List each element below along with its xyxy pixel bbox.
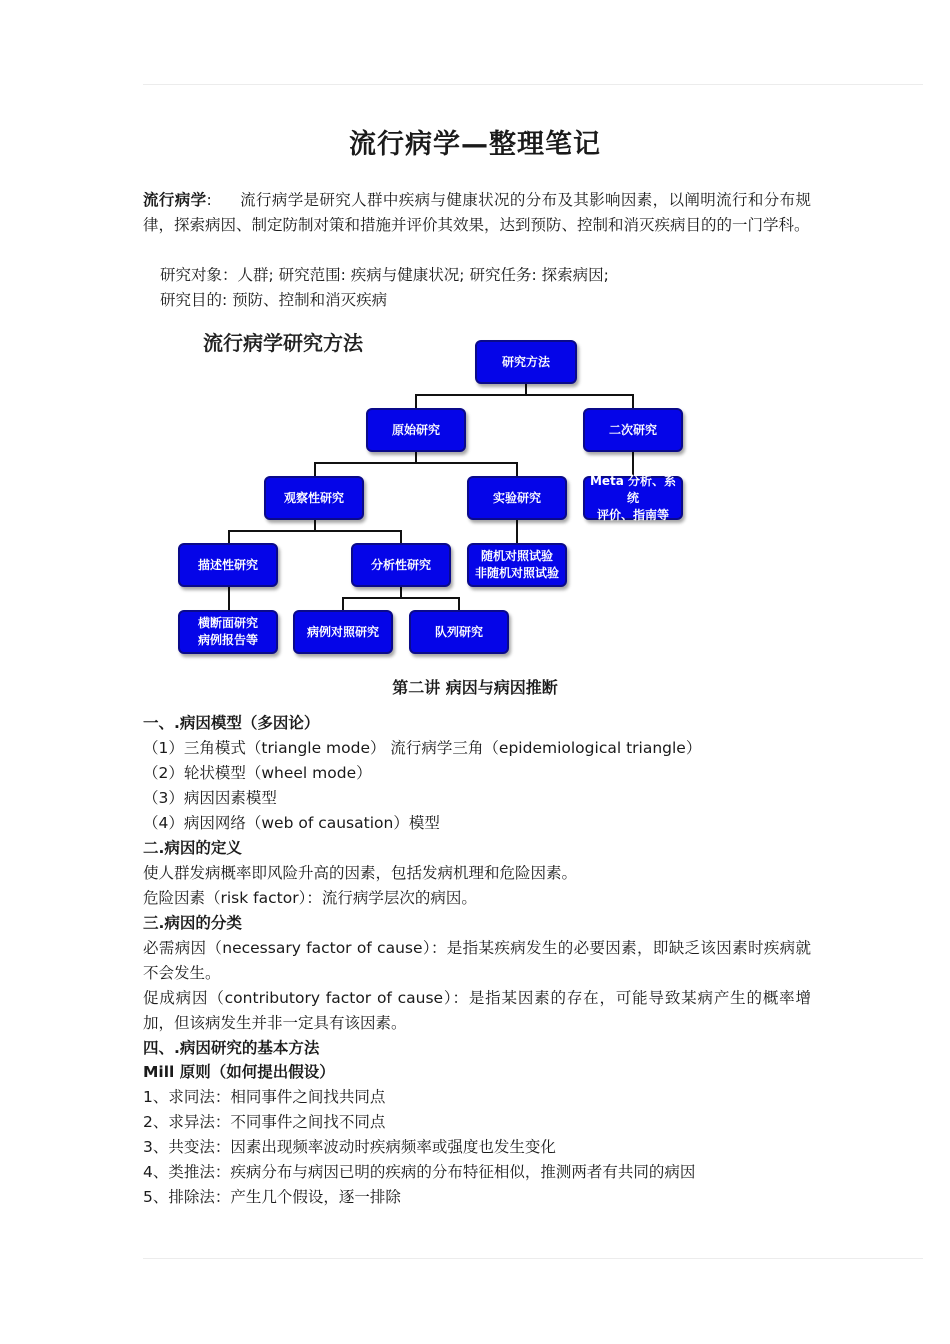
connector	[516, 519, 518, 544]
node-label: 病例对照研究	[306, 624, 379, 639]
node-label: 实验研究	[492, 490, 541, 505]
intro-paragraph	[143, 188, 811, 238]
section-4-heading: 四、.病因研究的基本方法	[143, 1039, 320, 1057]
node-secondary-research	[583, 408, 683, 452]
section-2-line-2: 危险因素（risk factor）：流行病学层次的病因。	[143, 889, 477, 907]
list-item: （4）病因网络（web of causation）模型	[143, 814, 440, 832]
connector	[228, 530, 230, 544]
node-label: 二次研究	[608, 422, 657, 437]
connector	[314, 462, 316, 476]
connector	[342, 597, 344, 610]
intro-colon: :	[206, 191, 212, 209]
connector	[228, 530, 401, 532]
node-label: 分析性研究	[370, 557, 431, 572]
section-1-heading: 一、.病因模型（多因论）	[143, 714, 320, 732]
node-observational-study	[264, 476, 364, 520]
node-meta-analysis	[583, 473, 683, 522]
page-title: 流行病学—整理笔记	[349, 129, 601, 160]
node-label: 随机对照试验	[480, 549, 553, 563]
node-label: 描述性研究	[197, 557, 258, 572]
connector	[415, 394, 417, 408]
list-item: （3）病因因素模型	[143, 789, 277, 807]
section-3-necessary-cause: 必需病因（necessary factor of cause）：是指某疾病发生的必要因素，即缺乏该因素时疾病就不会发生。	[143, 939, 811, 982]
node-label: 观察性研究	[283, 490, 344, 505]
node-case-control-study	[293, 610, 393, 654]
node-label: 研究方法	[501, 354, 550, 369]
connector	[400, 530, 402, 544]
connector	[632, 394, 634, 408]
node-research-methods	[475, 340, 577, 384]
node-primary-research	[366, 408, 466, 452]
node-cross-sectional-study	[178, 610, 278, 654]
connector	[516, 462, 518, 476]
node-label: 原始研究	[391, 422, 440, 437]
list-item: （1）三角模式（triangle mode） 流行病学三角（epidemiological triangle）	[143, 739, 702, 757]
mill-principles-heading: Mill 原则（如何提出假设）	[143, 1063, 335, 1081]
lecture-2-title: 第二讲 病因与病因推断	[392, 678, 558, 697]
connector	[458, 597, 460, 610]
intro-term: 流行病学	[143, 191, 207, 209]
bottom-rule	[143, 1258, 923, 1259]
connector	[314, 462, 517, 464]
list-item: 4、类推法：疾病分布与病因已明的疾病的分布特征相似，推测两者有共同的病因	[143, 1163, 696, 1181]
connector	[415, 394, 633, 396]
node-label: 队列研究	[434, 624, 483, 639]
section-2-line-1: 使人群发病概率即风险升高的因素，包括发病机理和危险因素。	[143, 864, 578, 882]
list-item: 2、求异法：不同事件之间找不同点	[143, 1113, 386, 1131]
node-label: 非随机对照试验	[474, 566, 559, 580]
list-item: 5、排除法：产生几个假设，逐一排除	[143, 1188, 401, 1206]
diagram-title: 流行病学研究方法	[203, 331, 363, 355]
intro-definition: 流行病学是研究人群中疾病与健康状况的分布及其影响因素，以阐明流行和分布规律，探索病因、制定防制对策和措施并评价其效果，达到预防、控制和消灭疾病目的的一门学科。	[143, 191, 811, 234]
node-label: 评价、指南等	[596, 507, 669, 522]
node-label: Meta 分析、系统	[589, 473, 677, 505]
list-item: 3、共变法：因素出现频率波动时疾病频率或强度也发生变化	[143, 1138, 556, 1156]
node-label: 病例报告等	[197, 633, 258, 647]
node-analytic-study	[351, 543, 451, 587]
list-item: 1、求同法：相同事件之间找共同点	[143, 1088, 386, 1106]
top-rule	[143, 84, 923, 85]
section-3-contributory-cause: 促成病因（contributory factor of cause）：是指某因素的存在，可能导致某病产生的概率增加，但该病发生并非一定具有该因素。	[143, 989, 811, 1032]
node-controlled-trials	[467, 543, 567, 587]
node-descriptive-study	[178, 543, 278, 587]
intro-line-2: 研究目的: 预防、控制和消灭疾病	[160, 291, 388, 309]
list-item: （2）轮状模型（wheel mode）	[143, 764, 372, 782]
section-3-heading: 三.病因的分类	[143, 914, 242, 932]
section-2-heading: 二.病因的定义	[143, 839, 242, 857]
node-experimental-study	[467, 476, 567, 520]
connector	[342, 597, 459, 599]
connector	[228, 586, 230, 610]
node-cohort-study	[409, 610, 509, 654]
node-label: 横断面研究	[197, 616, 258, 630]
intro-line-1: 研究对象：人群; 研究范围: 疾病与健康状况; 研究任务: 探索病因;	[160, 266, 609, 284]
